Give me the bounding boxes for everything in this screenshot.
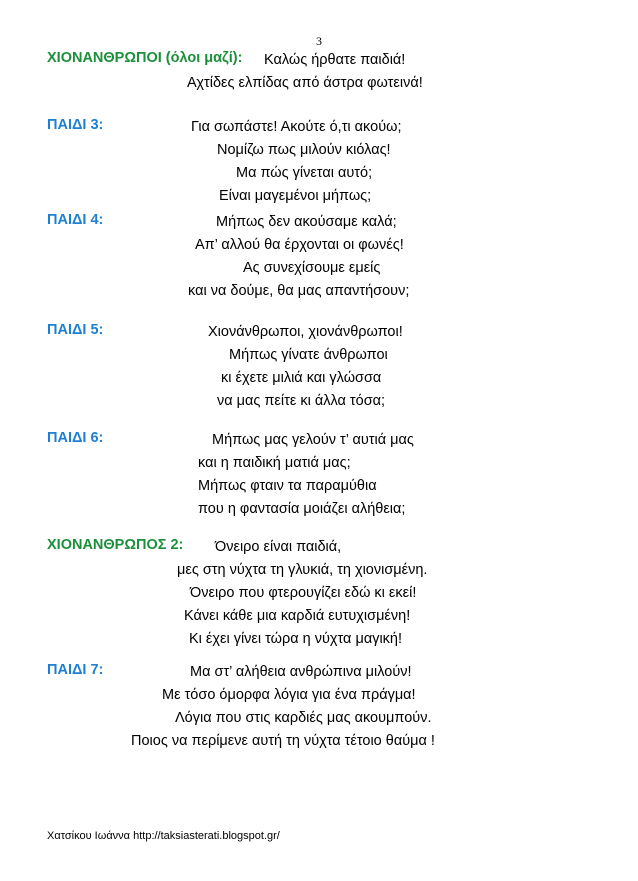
verse-line: Λόγια που στις καρδιές μας ακουμπούν. [175,710,432,726]
speaker-label: ΠΑΙΔΙ 3: [47,117,104,133]
verse-line: και να δούμε, θα μας απαντήσουν; [188,283,410,299]
verse-line: Ποιος να περίμενε αυτή τη νύχτα τέτοιο θαύμα ! [131,733,435,749]
verse-line: Μήπως γίνατε άνθρωποι [229,347,388,363]
verse-line: Απ’ αλλού θα έρχονται οι φωνές! [195,237,404,253]
verse-line: Μήπως δεν ακούσαμε καλά; [216,214,397,230]
speaker-label: ΧΙΟΝΑΝΘΡΩΠΟΙ (όλοι μαζί): [47,50,243,66]
verse-line: Μήπως μας γελούν τ’ αυτιά μας [212,432,414,448]
verse-line: μες στη νύχτα τη γλυκιά, τη χιονισμένη. [177,562,428,578]
speaker-label: ΠΑΙΔΙ 6: [47,430,104,446]
verse-line: Κι έχει γίνει τώρα η νύχτα μαγική! [189,631,403,647]
speaker-label: ΠΑΙΔΙ 7: [47,662,104,678]
verse-line: Μα πώς γίνεται αυτό; [236,165,373,181]
footer-credit: Χατσίκου Ιωάννα http://taksiasterati.blogspot.gr/ [47,830,280,842]
verse-line: και η παιδική ματιά μας; [198,455,351,471]
verse-line: Αχτίδες ελπίδας από άστρα φωτεινά! [187,75,423,91]
verse-line: Καλώς ήρθατε παιδιά! [264,52,406,68]
verse-line: Όνειρο που φτερουγίζει εδώ κι εκεί! [190,585,417,601]
verse-line: Για σωπάστε! Ακούτε ό,τι ακούω; [191,119,402,135]
verse-line: Χιονάνθρωποι, χιονάνθρωποι! [208,324,403,340]
verse-line: να μας πείτε κι άλλα τόσα; [217,393,386,409]
verse-line: Νομίζω πως μιλούν κιόλας! [217,142,391,158]
verse-line: Ας συνεχίσουμε εμείς [243,260,381,276]
verse-line: που η φαντασία μοιάζει αλήθεια; [198,501,406,517]
verse-line: Μα στ’ αλήθεια ανθρώπινα μιλούν! [190,664,412,680]
speaker-label: ΠΑΙΔΙ 4: [47,212,104,228]
verse-line: κι έχετε μιλιά και γλώσσα [221,370,382,386]
verse-line: Μήπως φταιν τα παραμύθια [198,478,377,494]
verse-line: Με τόσο όμορφα λόγια για ένα πράγμα! [162,687,416,703]
speaker-label: ΧΙΟΝΑΝΘΡΩΠΟΣ 2: [47,537,184,553]
verse-line: Όνειρο είναι παιδιά, [215,539,342,555]
speaker-label: ΠΑΙΔΙ 5: [47,322,104,338]
verse-line: Κάνει κάθε μια καρδιά ευτυχισμένη! [184,608,411,624]
verse-line: Είναι μαγεμένοι μήπως; [219,188,372,204]
page-number: 3 [316,34,322,48]
